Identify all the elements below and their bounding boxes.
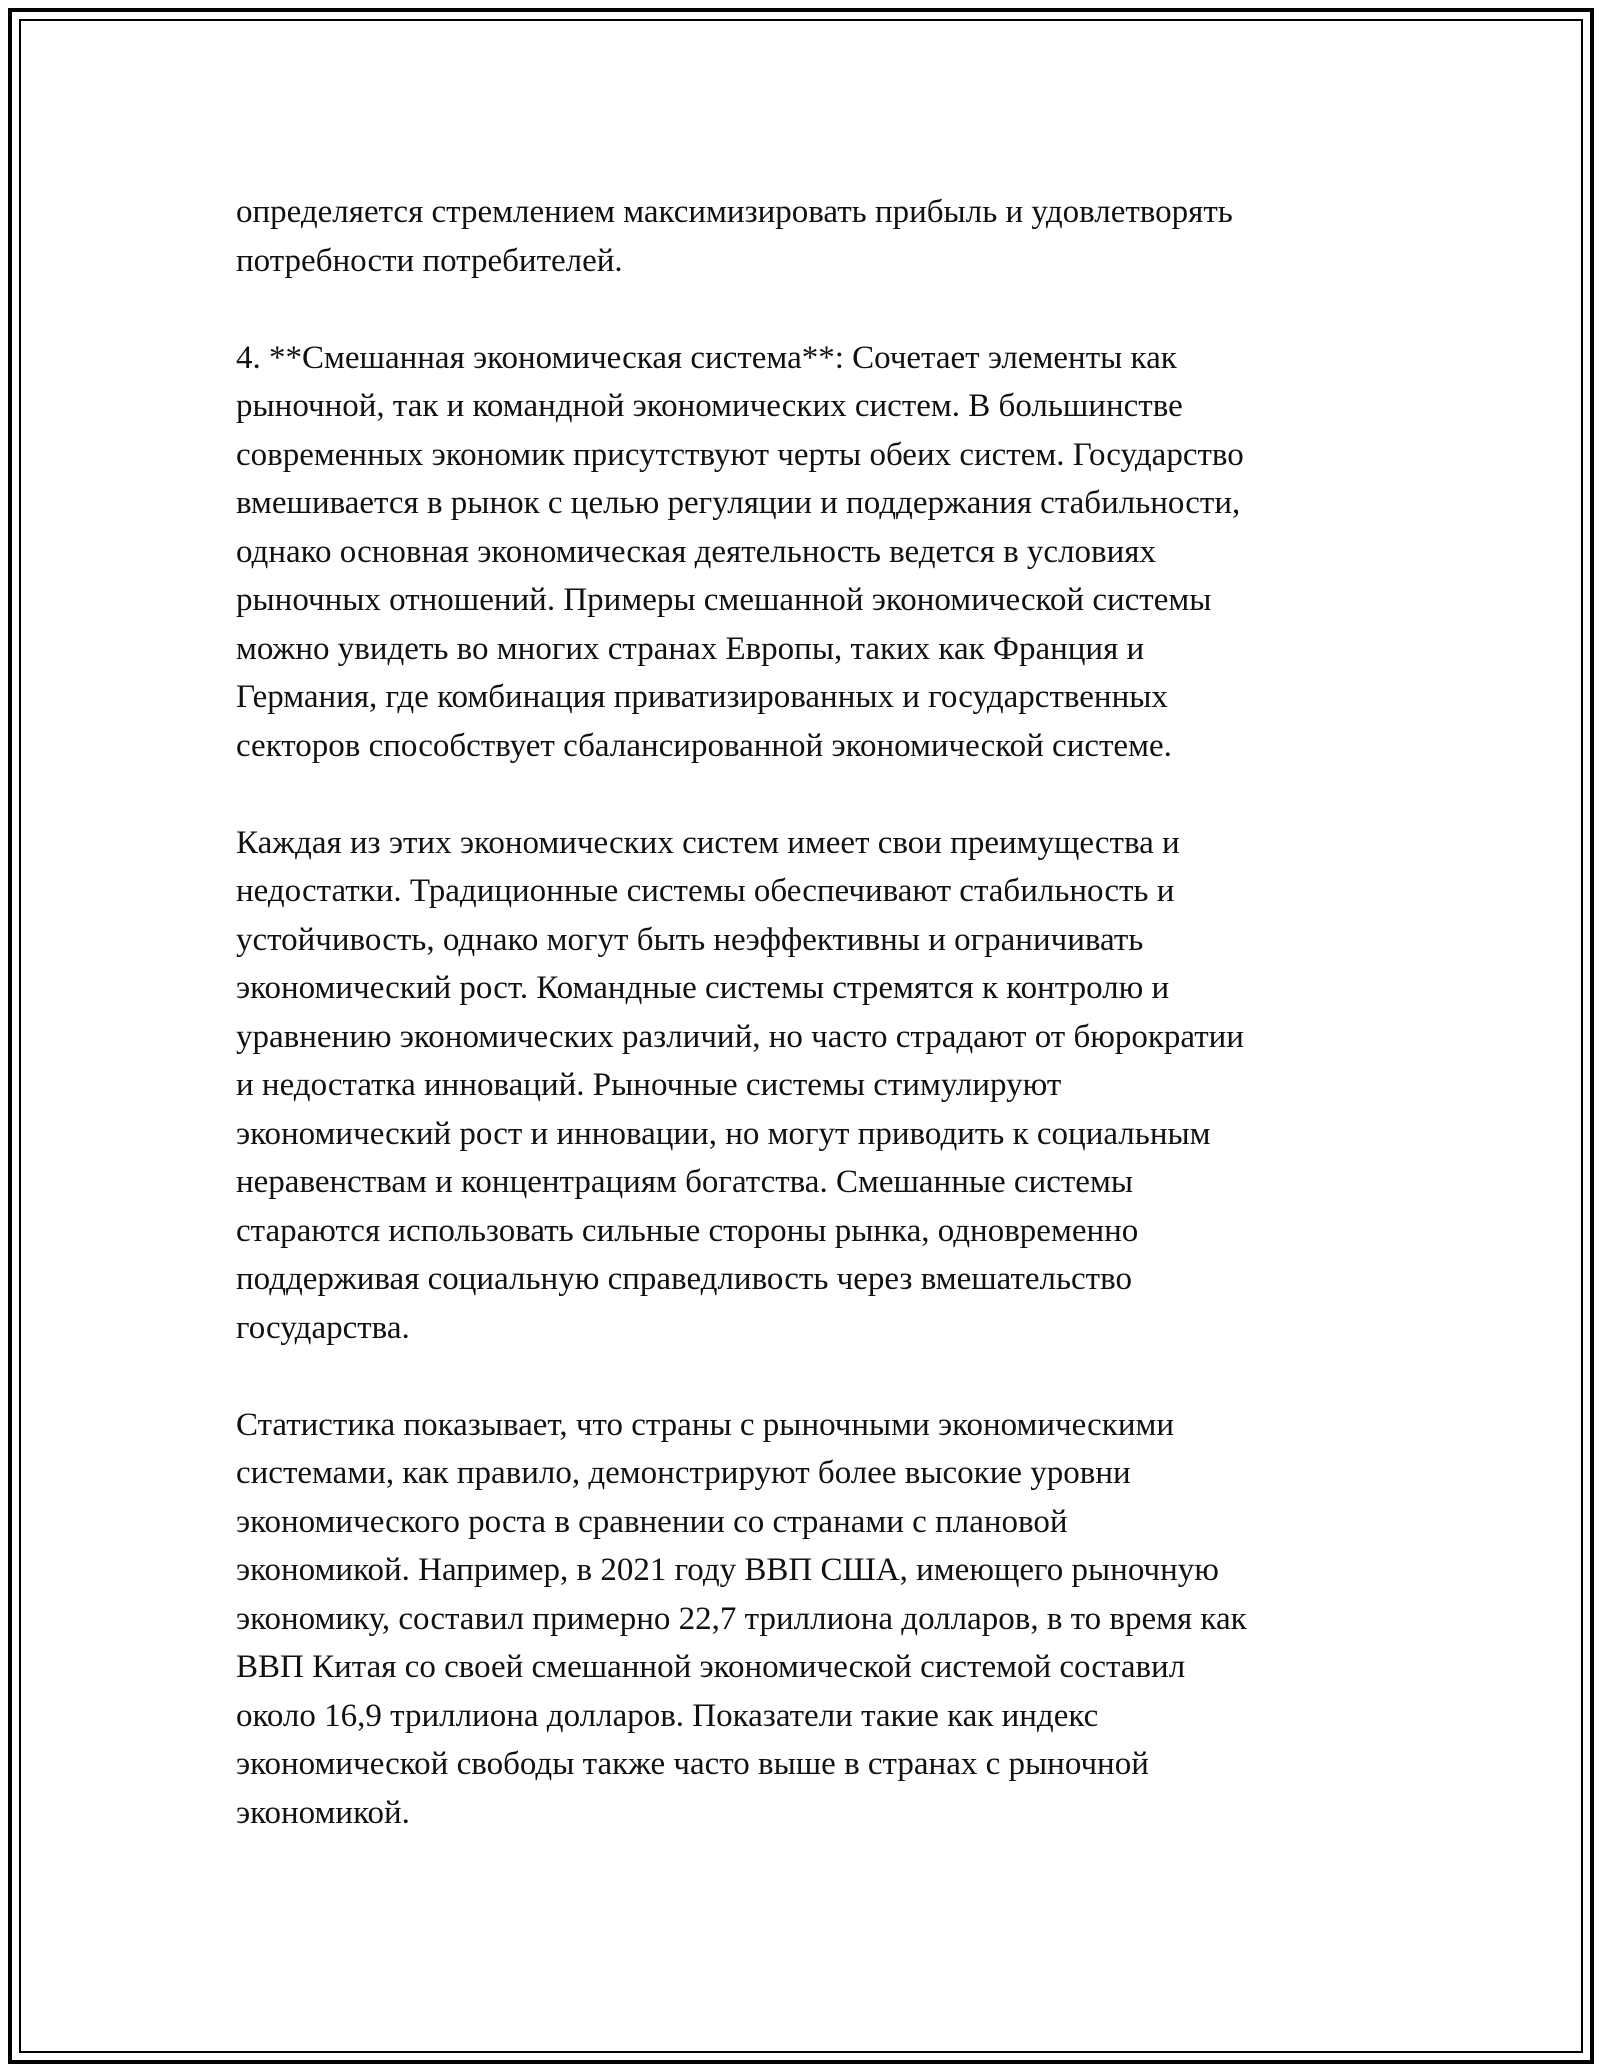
text-line: можно увидеть во многих странах Европы, таких как Франция и [236,630,1145,667]
text-line: государства. [236,1309,410,1346]
text-line: экономику, составил примерно 22,7 триллиона долларов, в то время как [236,1600,1247,1637]
text-line: ВВП Китая со своей смешанной экономической системой составил [236,1649,1186,1685]
paragraph-3 [236,819,1386,1353]
text-line: поддерживая социальную справедливость через вмешательство [236,1261,1132,1297]
text-line: экономикой. [236,1794,410,1831]
text-line: экономический рост и инновации, но могут приводить к социальным [236,1115,1211,1152]
text-line: экономической свободы также часто выше в странах с рыночной [236,1746,1149,1782]
document-body [236,188,1386,1837]
text-line: стараются использовать сильные стороны рынка, одновременно [236,1212,1139,1249]
text-line: 4. **Смешанная экономическая система**: Сочетает элементы как [236,339,1177,376]
text-line: экономического роста в сравнении со странами с плановой [236,1503,1068,1540]
text-line: вмешивается в рынок с целью регуляции и поддержания стабильности, [236,485,1241,521]
text-line: определяется стремлением максимизировать прибыль и удовлетворять [236,194,1233,230]
text-line: Статистика показывает, что страны с рыночными экономическими [236,1406,1175,1443]
text-line: экономикой. Например, в 2021 году ВВП США, имеющего рыночную [236,1552,1219,1588]
text-line: однако основная экономическая деятельность ведется в условиях [236,533,1156,570]
paragraph-1 [236,188,1386,285]
text-line: современных экономик присутствуют черты обеих систем. Государство [236,436,1244,473]
text-line: и недостатка инноваций. Рыночные системы стимулируют [236,1067,1062,1103]
text-line: системами, как правило, демонстрируют более высокие уровни [236,1455,1131,1491]
paragraph-spacer [236,285,1386,334]
paragraph-spacer [236,770,1386,819]
paragraph-2 [236,334,1386,771]
text-line: потребности потребителей. [236,242,623,279]
text-line: Каждая из этих экономических систем имеет свои преимущества и [236,824,1180,861]
text-line: экономический рост. Командные системы стремятся к контролю и [236,970,1170,1006]
text-line: секторов способствует сбалансированной экономической системе. [236,727,1172,764]
text-line: Германия, где комбинация приватизированных и государственных [236,679,1168,715]
text-line: недостатки. Традиционные системы обеспечивают стабильность и [236,873,1175,909]
text-line: рыночной, так и командной экономических систем. В большинстве [236,388,1183,424]
text-line: неравенствам и концентрациям богатства. Смешанные системы [236,1164,1134,1200]
text-line: устойчивость, однако могут быть неэффективны и ограничивать [236,921,1144,958]
text-line: уравнению экономических различий, но часто страдают от бюрократии [236,1018,1244,1055]
text-line: около 16,9 триллиона долларов. Показатели такие как индекс [236,1697,1099,1734]
paragraph-4 [236,1401,1386,1838]
text-line: рыночных отношений. Примеры смешанной экономической системы [236,582,1212,618]
paragraph-spacer [236,1352,1386,1401]
